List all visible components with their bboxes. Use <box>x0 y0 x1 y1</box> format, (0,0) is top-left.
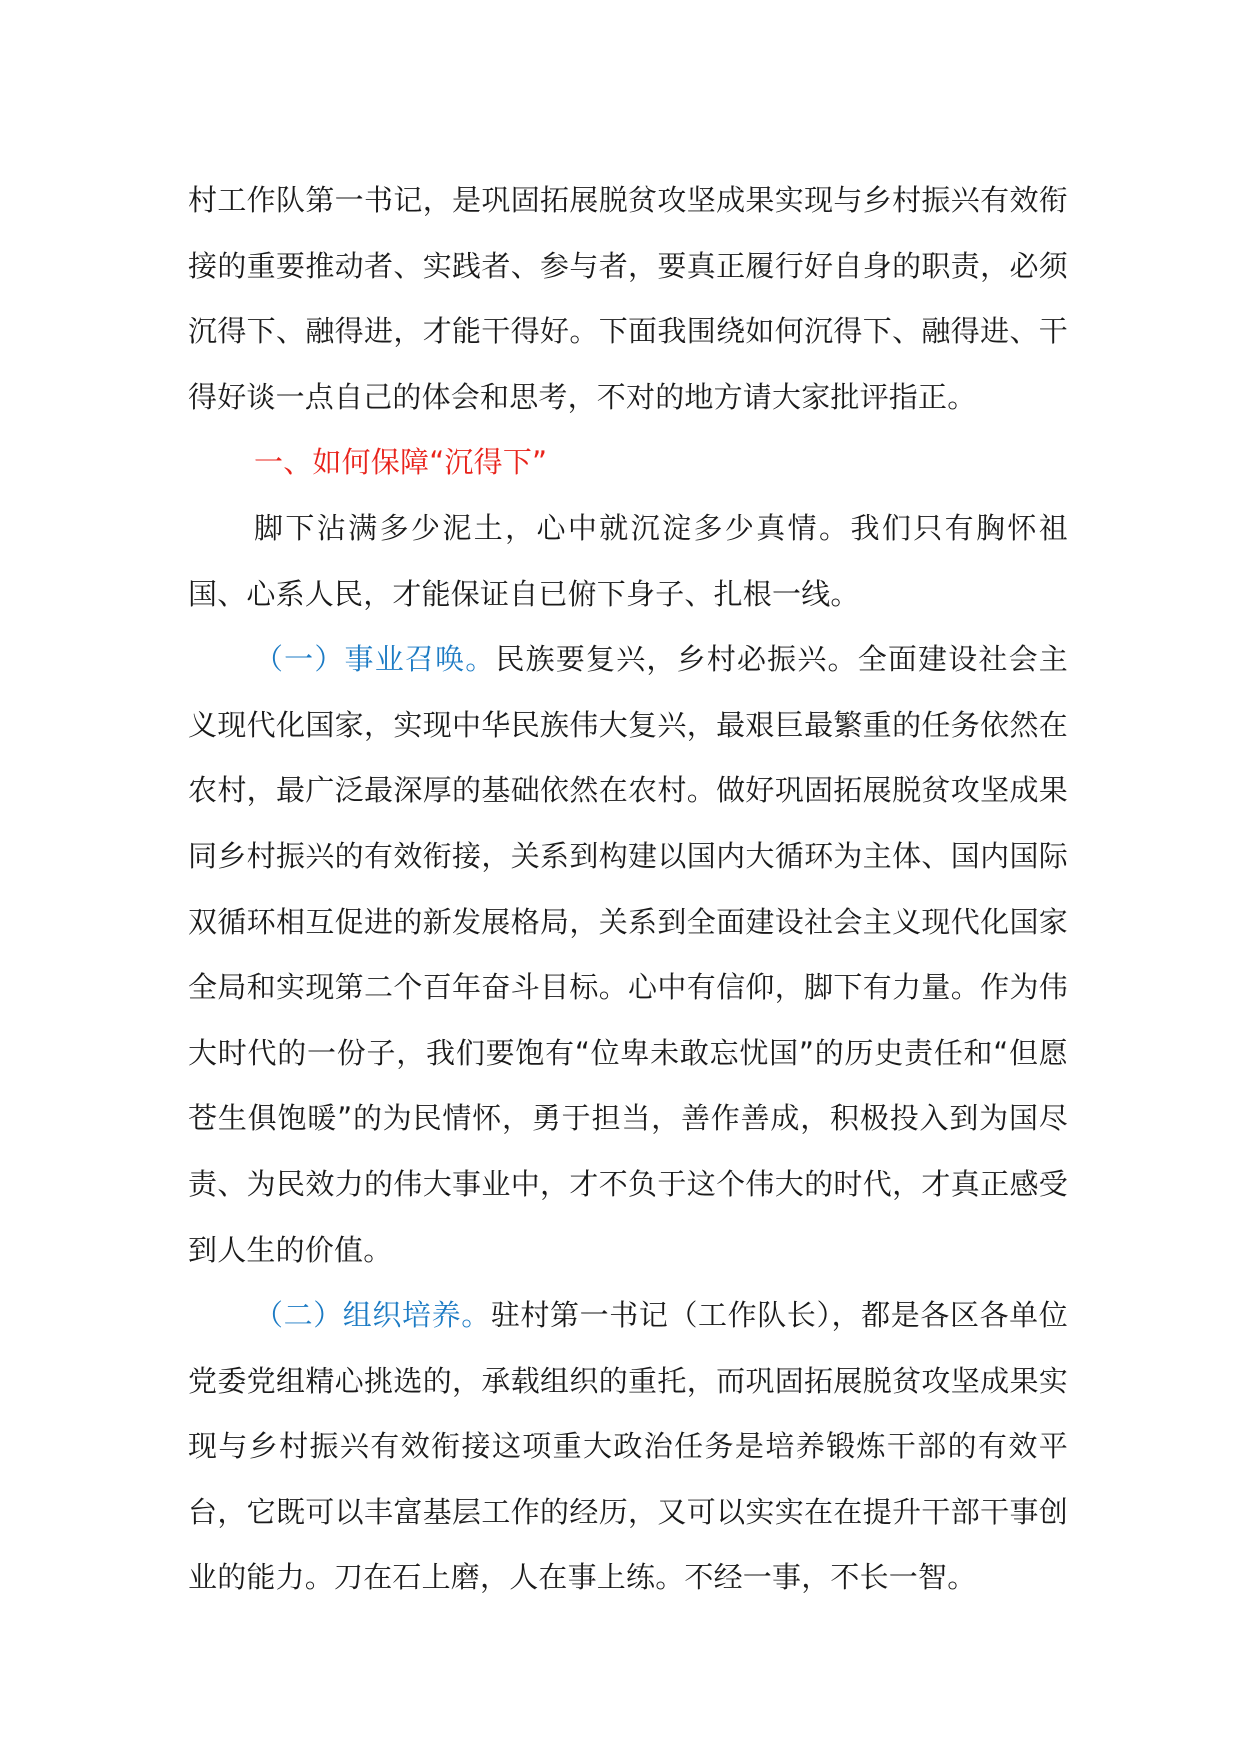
subsection-organization-paragraph <box>188 1283 1068 1611</box>
subsection-career-paragraph <box>188 627 1068 1283</box>
intro-paragraph <box>188 168 1068 430</box>
subsection-career-label: （一）事业召唤。 <box>254 642 496 677</box>
intro-paragraph-text: 村工作队第一书记，是巩固拓展脱贫攻坚成果实现与乡村振兴有效衔接的重要推动者、实践者、参与者，要真正履行好自身的职责，必须沉得下、融得进，才能干得好。下面我围绕如何沉得下、融得进、干得好谈一点自己的体会和思考，不对的地方请大家批评指正。 <box>188 183 1068 414</box>
subsection-organization-text: 驻村第一书记（工作队长），都是各区各单位党委党组精心挑选的，承载组织的重托，而巩固拓展脱贫攻坚成果实现与乡村振兴有效衔接这项重大政治任务是培养锻炼干部的有效平台，它既可以丰富基层工作的经历，又可以实实在在提升干部干事创业的能力。刀在石上磨，人在事上练。不经一事，不长一智。 <box>188 1298 1068 1595</box>
document-body <box>188 168 1068 1611</box>
section-heading <box>188 430 1068 496</box>
section-intro-paragraph <box>188 496 1068 627</box>
section-intro-text: 脚下沾满多少泥土，心中就沉淀多少真情。我们只有胸怀祖国、心系人民，才能保证自已俯下身子、扎根一线。 <box>188 510 1068 611</box>
subsection-career-text: 民族要复兴，乡村必振兴。全面建设社会主义现代化国家，实现中华民族伟大复兴，最艰巨最繁重的任务依然在农村，最广泛最深厚的基础依然在农村。做好巩固拓展脱贫攻坚成果同乡村振兴的有效衔接，关系到构建以国内大循环为主体、国内国际双循环相互促进的新发展格局，关系到全面建设社会主义现代化国家全局和实现第二个百年奋斗目标。心中有信仰，脚下有力量。作为伟大时代的一份子，我们要饱有“位卑未敢忘忧国”的历史责任和“但愿苍生俱饱暖”的为民情怀，勇于担当，善作善成，积极投入到为国尽责、为民效力的伟大事业中，才不负于这个伟大的时代，才真正感受到人生的价值。 <box>188 642 1068 1267</box>
section-heading-text: 一、如何保障“沉得下” <box>254 445 548 480</box>
subsection-organization-label: （二）组织培养。 <box>254 1298 491 1333</box>
